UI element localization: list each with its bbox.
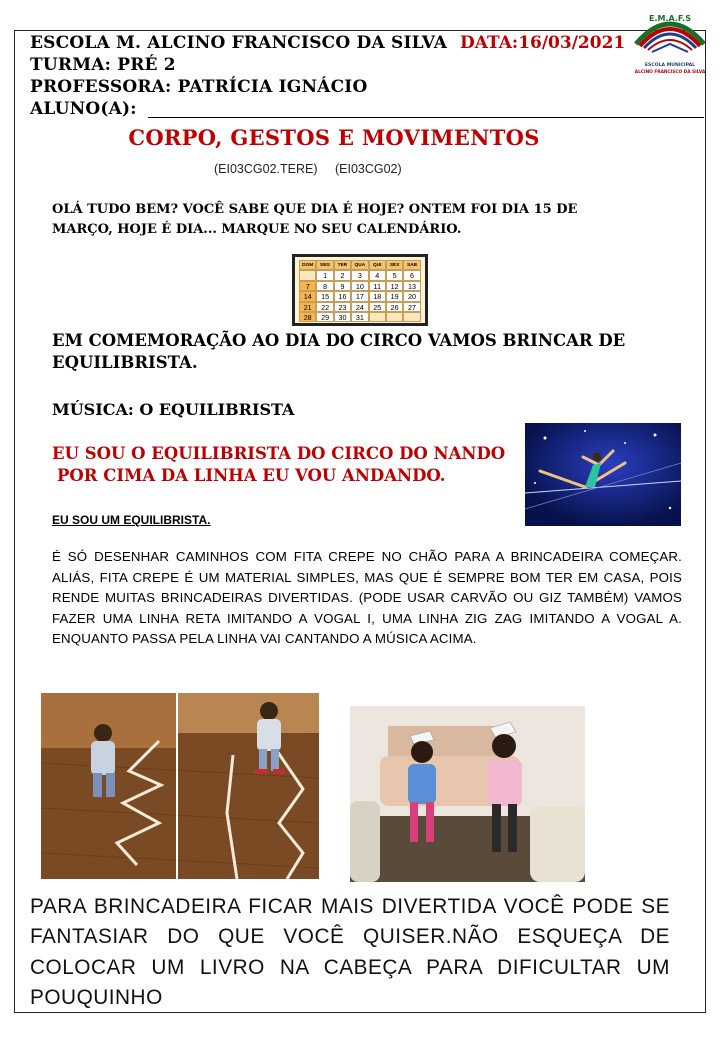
song-lyrics: [52, 443, 505, 487]
calendar-day-cell[interactable]: 14: [299, 291, 316, 301]
calendar-day-cell[interactable]: 30: [334, 312, 351, 322]
school-logo: [630, 4, 710, 76]
calendar-day-cell[interactable]: 10: [351, 281, 368, 291]
calendar-day-cell: [369, 312, 386, 322]
calendar-day-cell: [403, 312, 420, 322]
calendar-day-cell[interactable]: 6: [403, 270, 420, 280]
page-title: CORPO, GESTOS E MOVIMENTOS: [128, 125, 540, 150]
floor-tape-photo: [41, 693, 319, 879]
song-line-2: POR CIMA DA LINHA EU VOU ANDANDO.: [57, 466, 446, 485]
calendar-day-cell[interactable]: 12: [386, 281, 403, 291]
music-label: MÚSICA: O EQUILIBRISTA: [52, 400, 295, 419]
calendar-day-cell[interactable]: 28: [299, 312, 316, 322]
calendar-day-cell[interactable]: 16: [334, 291, 351, 301]
subtitle-equilibrista: EU SOU UM EQUILIBRISTA.: [52, 513, 211, 527]
calendar-day-header: DOM: [299, 260, 316, 270]
teacher-label: PROFESSORA: PATRÍCIA IGNÁCIO: [30, 77, 368, 97]
calendar-day-cell[interactable]: 15: [316, 291, 333, 301]
calendar-day-header: QUA: [351, 260, 368, 270]
calendar-day-cell[interactable]: 23: [334, 302, 351, 312]
tightrope-performer-photo: [525, 423, 681, 526]
calendar-day-header: SAB: [403, 260, 420, 270]
calendar-day-cell[interactable]: 21: [299, 302, 316, 312]
calendar-grid: [299, 260, 421, 322]
calendar-day-cell[interactable]: 26: [386, 302, 403, 312]
calendar-day-header: QUI: [369, 260, 386, 270]
calendar-day-cell[interactable]: 17: [351, 291, 368, 301]
calendar-day-cell[interactable]: 7: [299, 281, 316, 291]
instructions-text: É SÓ DESENHAR CAMINHOS COM FITA CREPE NO CHÃO PARA A BRINCADEIRA COMEÇAR. ALIÁS, FITA CREPE É UM MATERIAL SIMPLES, MAS QUE É SEMPRE BOM TER EM CASA, POIS RENDE MUITAS BRINCADEIRAS DIVERTIDAS. (PODE USAR CARVÃO OU GIZ TAMBÉM) VAMOS FAZER UMA LINHA RETA IMITANDO A VOGAL I, UMA LINHA ZIG ZAG IMITANDO A VOGAL A. ENQUANTO PASSA PELA LINHA VAI CANTANDO A MÚSICA ACIMA.: [52, 549, 682, 646]
calendar-day-cell[interactable]: 3: [351, 270, 368, 280]
calendar-day-cell[interactable]: 2: [334, 270, 351, 280]
calendar-day-cell: [299, 270, 316, 280]
class-label: TURMA: PRÉ 2: [30, 55, 176, 75]
calendar-day-cell[interactable]: 1: [316, 270, 333, 280]
school-name: ESCOLA M. ALCINO FRANCISCO DA SILVA: [30, 33, 448, 53]
calendar-day-cell[interactable]: 22: [316, 302, 333, 312]
closing-text: PARA BRINCADEIRA FICAR MAIS DIVERTIDA VOCÊ PODE SE FANTASIAR DO QUE VOCÊ QUISER.NÃO ESQUEÇA DE COLOCAR UM LIVRO NA CABEÇA PARA DIFICULTAR UM POUQUINHO: [30, 895, 670, 1010]
calendar-day-header: TER: [334, 260, 351, 270]
calendar-day-cell: [386, 312, 403, 322]
logo-letters: E.M.A.F.S: [649, 14, 691, 23]
calendar-day-cell[interactable]: 24: [351, 302, 368, 312]
calendar: [292, 254, 428, 326]
children-balancing-books-photo: [350, 706, 585, 882]
calendar-day-cell[interactable]: 8: [316, 281, 333, 291]
calendar-day-header: SEX: [386, 260, 403, 270]
calendar-day-cell[interactable]: 25: [369, 302, 386, 312]
calendar-day-header: SEG: [316, 260, 333, 270]
calendar-day-cell[interactable]: 5: [386, 270, 403, 280]
calendar-day-cell[interactable]: 29: [316, 312, 333, 322]
calendar-day-cell[interactable]: 4: [369, 270, 386, 280]
calendar-day-cell[interactable]: 11: [369, 281, 386, 291]
calendar-day-cell[interactable]: 20: [403, 291, 420, 301]
logo-line-1: ESCOLA MUNICIPAL: [644, 63, 696, 68]
calendar-day-cell[interactable]: 27: [403, 302, 420, 312]
calendar-day-cell[interactable]: 31: [351, 312, 368, 322]
intro-text: OLÁ TUDO BEM? VOCÊ SABE QUE DIA É HOJE? ONTEM FOI DIA 15 DE MARÇO, HOJE É DIA... MARQUE NO SEU CALENDÁRIO.: [52, 202, 578, 237]
student-label: ALUNO(A):: [30, 99, 137, 119]
student-name-line[interactable]: [148, 117, 704, 118]
song-line-1: EU SOU O EQUILIBRISTA DO CIRCO DO NANDO: [52, 444, 506, 463]
logo-line-2: ALCINO FRANCISCO DA SILVA: [634, 70, 706, 75]
bncc-codes: (EI03CG02.TERE) (EI03CG02): [214, 162, 402, 176]
calendar-day-cell[interactable]: 18: [369, 291, 386, 301]
calendar-day-cell[interactable]: 13: [403, 281, 420, 291]
date-label: DATA:16/03/2021: [460, 33, 626, 53]
calendar-day-cell[interactable]: 9: [334, 281, 351, 291]
calendar-day-cell[interactable]: 19: [386, 291, 403, 301]
circus-heading: EM COMEMORAÇÃO AO DIA DO CIRCO VAMOS BRINCAR DE EQUILIBRISTA.: [52, 331, 626, 372]
